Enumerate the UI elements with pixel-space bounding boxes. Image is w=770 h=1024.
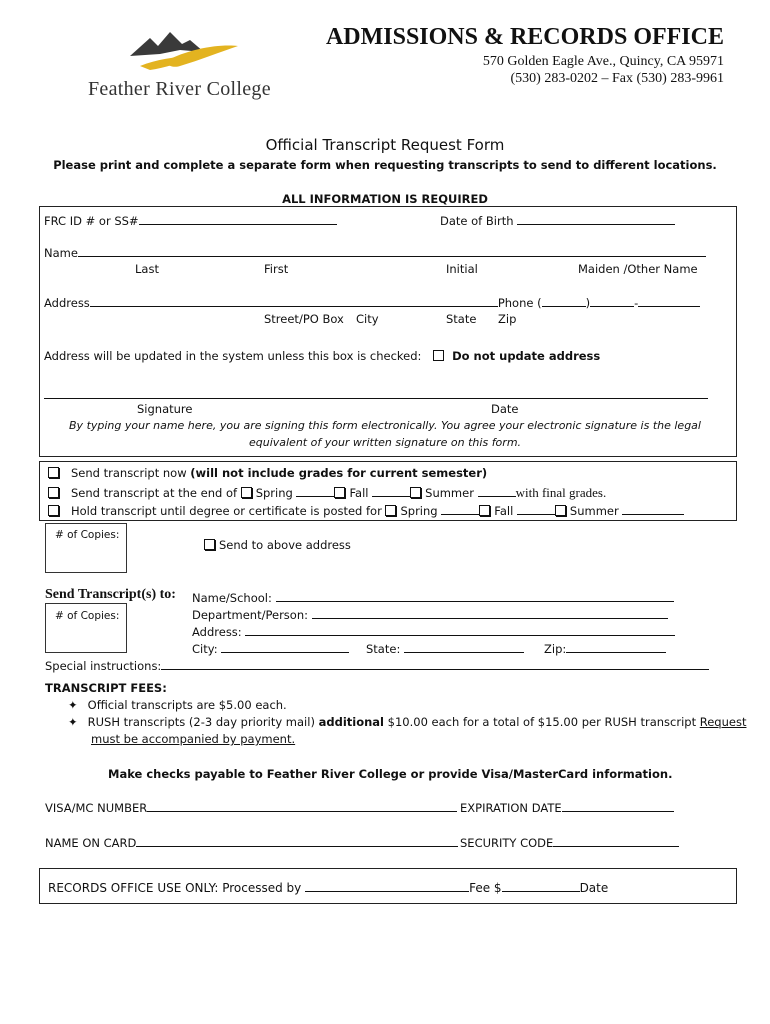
hold-fall-year[interactable] — [517, 502, 555, 515]
name-school-label: Name/School: — [192, 591, 272, 605]
end-summer-year[interactable] — [478, 484, 516, 497]
name-label: Name — [44, 246, 78, 260]
phone-label: Phone ( — [497, 296, 542, 310]
address-label: Address — [44, 296, 90, 310]
fee-rush-request: Request — [699, 715, 747, 729]
form-subtitle: Please print and complete a separate form when requesting transcripts to send to different locations. — [53, 158, 717, 172]
name-part-initial: Initial — [446, 262, 478, 276]
special-instructions-label: Special instructions: — [45, 659, 162, 673]
phone-area-field[interactable] — [542, 294, 586, 307]
hold-fall-label: Fall — [494, 504, 514, 518]
option-send-now — [48, 466, 487, 480]
copies-label-above: # of Copies: — [55, 529, 120, 541]
with-final-grades: with final grades. — [515, 485, 607, 500]
send-zip-label: Zip: — [544, 642, 567, 656]
name-field[interactable] — [78, 244, 706, 257]
address-row: Address Phone ( ) - — [44, 294, 700, 310]
hold-spring-label: Spring — [400, 504, 438, 518]
send-to-label: Send Transcript(s) to: — [45, 587, 176, 602]
dob-label: Date of Birth — [440, 214, 514, 228]
send-state-field[interactable] — [404, 640, 524, 653]
fee-payment-note: must be accompanied by payment. — [91, 732, 296, 746]
fee-item-official — [68, 698, 287, 712]
office-address: 570 Golden Eagle Ave., Quincy, CA 95971 — [482, 54, 724, 69]
end-spring-label: Spring — [255, 486, 293, 500]
phone-line-field[interactable] — [638, 294, 700, 307]
security-code-row — [460, 834, 679, 850]
college-logo — [88, 26, 278, 106]
fee-official-text: Official transcripts are $5.00 each. — [87, 698, 287, 712]
logo-text: Feather River College — [88, 78, 271, 100]
option-hold — [48, 502, 684, 518]
special-instructions-row — [45, 657, 709, 673]
send-state-label: State: — [366, 642, 401, 656]
fee-rush-total: $10.00 each for a total of $15.00 per RUSH transcript — [384, 715, 700, 729]
office-phone-fax: (530) 283-0202 – Fax (530) 283-9961 — [510, 71, 724, 86]
send-now-label: Send transcript now — [71, 466, 191, 480]
hold-summer-label: Summer — [569, 504, 619, 518]
office-use-processed-label: RECORDS OFFICE USE ONLY: Processed by — [48, 881, 306, 895]
send-zip-row — [544, 640, 666, 656]
form-title: Official Transcript Request Form — [265, 136, 505, 154]
send-above-label: Send to above address — [219, 538, 351, 552]
end-summer-label: Summer — [425, 486, 474, 500]
signature-line[interactable] — [44, 398, 708, 399]
fee-bullet-icon: ✦ — [68, 715, 78, 729]
end-of-term-checkbox[interactable] — [48, 487, 59, 498]
send-city-field[interactable] — [221, 640, 349, 653]
hold-summer-checkbox[interactable] — [555, 505, 566, 516]
end-spring-checkbox[interactable] — [241, 487, 252, 498]
dept-person-field[interactable] — [312, 606, 668, 619]
address-update-note: Address will be updated in the system unless this box is checked: — [44, 349, 422, 363]
expiration-label: EXPIRATION DATE — [460, 801, 562, 815]
hold-label: Hold transcript until degree or certificate is posted for — [71, 504, 386, 518]
fee-rush-additional: additional — [318, 715, 384, 729]
option-end-of-term — [48, 484, 606, 501]
send-state-row — [366, 640, 524, 656]
address-part-state: State — [446, 312, 477, 326]
phone-prefix-field[interactable] — [590, 294, 634, 307]
signature-date-label: Date — [491, 402, 519, 416]
hold-checkbox[interactable] — [48, 505, 59, 516]
fee-rush-text: RUSH transcripts (2-3 day priority mail) — [87, 715, 319, 729]
name-school-row — [192, 589, 674, 605]
hold-summer-year[interactable] — [622, 502, 684, 515]
address-update-row — [44, 349, 600, 363]
fee-bullet-icon: ✦ — [68, 698, 78, 712]
end-fall-year[interactable] — [372, 484, 410, 497]
esign-notice-line2: equivalent of your written signature on this form. — [248, 436, 522, 449]
office-use-row — [48, 879, 608, 895]
dept-person-row — [192, 606, 668, 622]
security-code-label: SECURITY CODE — [460, 836, 554, 850]
send-address-row — [192, 623, 675, 639]
office-use-date-label: Date — [579, 881, 609, 895]
office-use-fee-label: Fee $ — [469, 881, 502, 895]
address-part-zip: Zip — [498, 312, 517, 326]
signature-label: Signature — [137, 402, 193, 416]
name-part-maiden: Maiden /Other Name — [578, 262, 698, 276]
processed-by-field[interactable] — [305, 879, 469, 892]
expiration-field[interactable] — [562, 799, 674, 812]
expiration-row — [460, 799, 674, 815]
name-part-first: First — [264, 262, 289, 276]
send-now-checkbox[interactable] — [48, 467, 59, 478]
dept-person-label: Department/Person: — [192, 608, 308, 622]
dob-row — [440, 212, 675, 228]
end-fall-label: Fall — [349, 486, 369, 500]
address-part-street: Street/PO Box — [264, 312, 344, 326]
name-school-field[interactable] — [276, 589, 674, 602]
hold-fall-checkbox[interactable] — [479, 505, 490, 516]
send-above-row — [204, 538, 351, 552]
send-now-note: (will not include grades for current semester) — [190, 466, 488, 480]
visa-number-field[interactable] — [147, 799, 457, 812]
hold-spring-checkbox[interactable] — [385, 505, 396, 516]
address-part-city: City — [356, 312, 379, 326]
frc-id-field[interactable] — [139, 212, 337, 225]
name-on-card-label: NAME ON CARD — [45, 836, 137, 850]
checks-payable-note: Make checks payable to Feather River College or provide Visa/MasterCard information. — [108, 767, 673, 781]
fees-heading: TRANSCRIPT FEES: — [45, 681, 167, 695]
end-fall-checkbox[interactable] — [334, 487, 345, 498]
office-fee-field[interactable] — [502, 879, 580, 892]
visa-number-row — [45, 799, 457, 815]
all-info-required: ALL INFORMATION IS REQUIRED — [282, 192, 488, 206]
fee-item-rush — [68, 715, 746, 729]
name-on-card-row — [45, 834, 458, 850]
send-city-row — [192, 640, 349, 656]
special-instructions-field[interactable] — [161, 657, 709, 670]
end-spring-year[interactable] — [296, 484, 334, 497]
end-summer-checkbox[interactable] — [410, 487, 421, 498]
end-of-term-label: Send transcript at the end of — [71, 486, 241, 500]
send-address-label: Address: — [192, 625, 242, 639]
copies-label-send-to: # of Copies: — [55, 610, 120, 622]
mountain-logo-icon — [120, 26, 240, 72]
name-on-card-field[interactable] — [136, 834, 458, 847]
office-title: ADMISSIONS & RECORDS OFFICE — [325, 24, 724, 50]
send-address-field[interactable] — [245, 623, 675, 636]
frc-id-row — [44, 212, 337, 228]
name-part-last: Last — [135, 262, 159, 276]
send-city-label: City: — [192, 642, 218, 656]
send-zip-field[interactable] — [566, 640, 666, 653]
visa-number-label: VISA/MC NUMBER — [45, 801, 148, 815]
address-field[interactable] — [90, 294, 498, 307]
hold-spring-year[interactable] — [441, 502, 479, 515]
do-not-update-checkbox[interactable] — [433, 350, 444, 361]
security-code-field[interactable] — [553, 834, 679, 847]
frc-id-label: FRC ID # or SS# — [44, 214, 139, 228]
esign-notice-line1: By typing your name here, you are signing this form electronically. You agree your electronic signature is the legal — [69, 419, 701, 432]
name-row — [44, 244, 706, 260]
do-not-update-label: Do not update address — [452, 349, 601, 363]
send-above-checkbox[interactable] — [204, 539, 215, 550]
dob-field[interactable] — [517, 212, 675, 225]
